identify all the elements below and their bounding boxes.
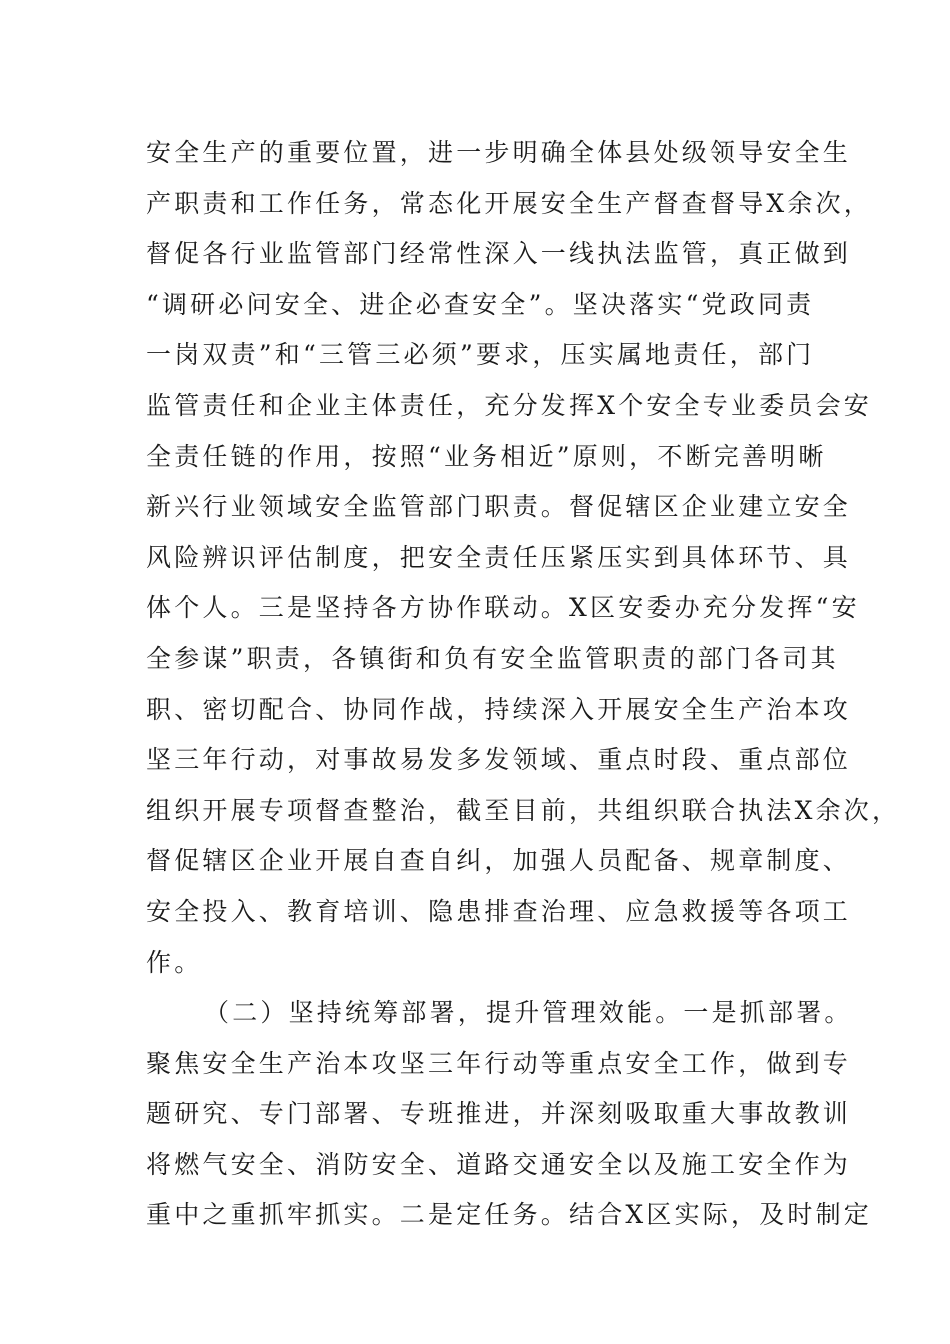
text-line: 将燃气安全、消防安全、道路交通安全以及施工安全作为 — [146, 1149, 852, 1179]
body-text — [146, 128, 901, 1241]
text-line: 风险辨识评估制度，把安全责任压紧压实到具体环节、具 — [146, 542, 852, 572]
text-line: 全参谋”职责，各镇街和负有安全监管职责的部门各司其 — [146, 643, 839, 673]
text-line: 题研究、专门部署、专班推进，并深刻吸取重大事故教训 — [146, 1099, 852, 1129]
text-line: 重中之重抓牢抓实。二是定任务。结合X区实际，及时制定 — [146, 1200, 873, 1230]
text-line: 全责任链的作用，按照“业务相近”原则，不断完善明晰 — [146, 441, 827, 471]
text-line: 督促辖区企业开展自查自纠，加强人员配备、规章制度、 — [146, 846, 852, 876]
text-line: 职、密切配合、协同作战，持续深入开展安全生产治本攻 — [146, 694, 852, 724]
text-line: 督促各行业监管部门经常性深入一线执法监管，真正做到 — [146, 239, 852, 269]
text-line: 产职责和工作任务，常态化开展安全生产督查督导X余次， — [146, 188, 873, 218]
text-line: “调研必问安全、进企必查安全”。坚决落实“党政同责 — [146, 289, 815, 319]
text-line: 作。 — [146, 947, 203, 977]
text-line: 一岗双责”和“三管三必须”要求，压实属地责任，部门 — [146, 340, 815, 370]
text-line: 新兴行业领域安全监管部门职责。督促辖区企业建立安全 — [146, 492, 852, 522]
text-line: 安全生产的重要位置，进一步明确全体县处级领导安全生 — [146, 138, 852, 167]
text-line: 坚三年行动，对事故易发多发领域、重点时段、重点部位 — [146, 745, 852, 775]
section-heading-line: （二）坚持统筹部署，提升管理效能。一是抓部署。 — [204, 998, 853, 1028]
text-line: 组织开展专项督查整治，截至目前，共组织联合执法X余次， — [146, 795, 901, 825]
text-line: 安全投入、教育培训、隐患排查治理、应急救援等各项工 — [146, 896, 852, 926]
text-line: 聚焦安全生产治本攻坚三年行动等重点安全工作，做到专 — [146, 1048, 852, 1078]
text-line: 监管责任和企业主体责任，充分发挥X个安全专业委员会安 — [146, 390, 873, 420]
text-line: 体个人。三是坚持各方协作联动。X区安委办充分发挥“安 — [146, 593, 860, 623]
